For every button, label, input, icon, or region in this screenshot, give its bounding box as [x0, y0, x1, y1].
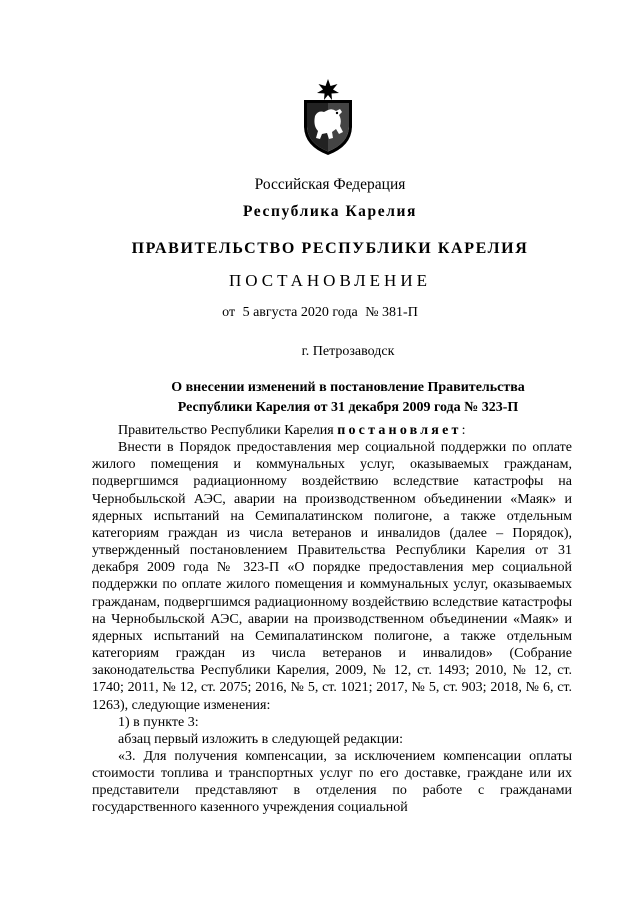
intro-suffix: :: [461, 423, 466, 438]
title-line-2: Республики Карелия от 31 декабря 2009 года № 323-П: [177, 400, 519, 415]
karelia-coat-of-arms-icon: [298, 78, 358, 156]
republic-name: Республика Карелия: [242, 203, 418, 220]
city-name: г. Петрозаводск: [301, 344, 395, 359]
country-name: Российская Федерация: [254, 176, 406, 193]
document-title: [28, 378, 640, 418]
item-1: 1) в пункте 3:: [118, 714, 199, 730]
quoted-paragraph: «3. Для получения компенсации, за исключением компенсации оплаты стоимости топлива и транспортных услуг по его доставке, граждане или их представители представляют в отделения по работе с гражданами государственного казенного учреждения социальной: [92, 748, 572, 816]
intro-paragraph: [92, 422, 572, 439]
intro-resolves: постановляет: [337, 423, 462, 438]
main-paragraph: Внести в Порядок предоставления мер социальной поддержки по оплате жилого помещения и коммунальных услуг, оказываемых гражданам, подвергшимся радиационному воздействию вследствие катастрофы на Чернобыльской АЭС, аварии на производственном объединении «Маяк» и ядерных испытаний на Семипалатинском полигоне, а также отдельным категориям граждан из числа ветеранов и инвалидов (далее – Порядок), утвержденный постановлением Правительства Республики Карелия от 31 декабря 2009 года № 323-П «О порядке предоставления мер социальной поддержки по оплате жилого помещения и коммунальных услуг, оказываемых гражданам, подвергшимся радиационному воздействию вследствие катастрофы на Чернобыльской АЭС, аварии на производственном объединении «Маяк» и ядерных испытаний на Семипалатинском полигоне, а также отдельным категориям граждан из числа ветеранов и инвалидов» (Собрание законодательства Республики Карелия, 2009, № 12, ст. 1493; 2010, № 12, ст. 1740; 2011, № 12, ст. 2075; 2016, № 5, ст. 1021; 2017, № 5, ст. 903; 2018, № 6, ст. 1263), следующие изменения:: [92, 440, 572, 713]
document-number: № 381-П: [365, 305, 418, 320]
date-prefix: от: [222, 305, 236, 320]
intro-prefix: Правительство Республики Карелия: [118, 423, 338, 438]
document-body: [92, 422, 572, 817]
item-1-sub: абзац первый изложить в следующей редакции:: [118, 731, 404, 747]
document-type: ПОСТАНОВЛЕНИЕ: [228, 271, 431, 290]
government-name: ПРАВИТЕЛЬСТВО РЕСПУБЛИКИ КАРЕЛИЯ: [131, 240, 529, 257]
date-line: [0, 305, 640, 321]
title-line-1: О внесении изменений в постановление Правительства: [171, 380, 525, 395]
document-date: 5 августа 2020 года: [242, 305, 358, 320]
